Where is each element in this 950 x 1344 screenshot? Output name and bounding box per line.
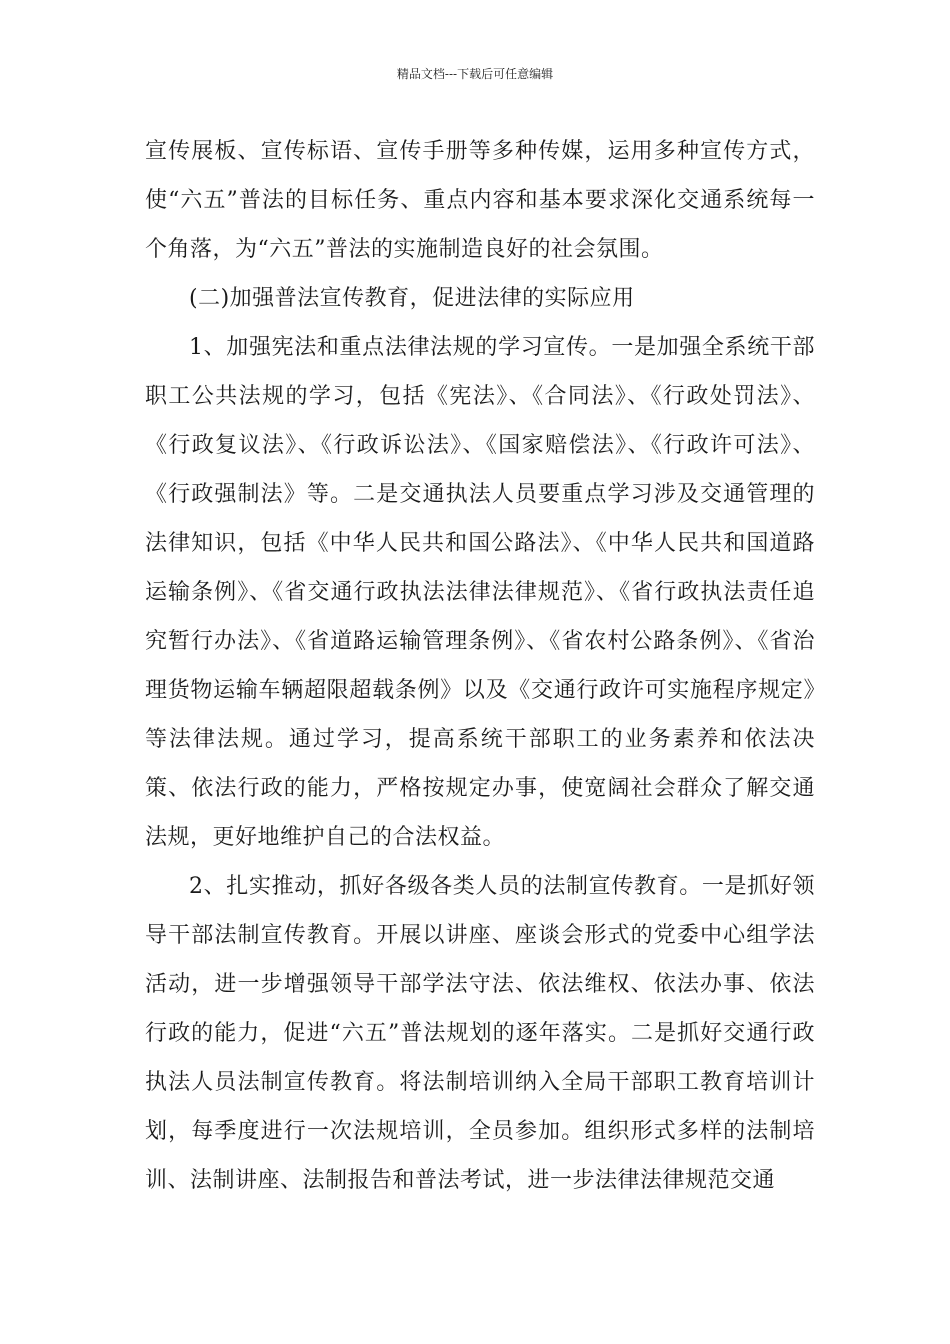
paragraph-item-2: 2、扎实推动，抓好各级各类人员的法制宣传教育。一是抓好领导干部法制宣传教育。开展以讲座、座谈会形式的党委中心组学法活动，进一步增强领导干部学法守法、依法维权、依法办事、依法行政的能力，促进“六五”普法规划的逐年落实。二是抓好交通行政执法人员法制宣传教育。将法制培训纳入全局干部职工教育培训计划，每季度进行一次法规培训，全员参加。组织形式多样的法制培训、法制讲座、法制报告和普法考试，进一步法律法律规范交通: [145, 874, 815, 1193]
section-heading: (二)加强普法宣传教育，促进法律的实际应用: [189, 286, 635, 311]
paragraph-continuation: 宣传展板、宣传标语、宣传手册等多种传媒，运用多种宣传方式，使“六五”普法的目标任务、重点内容和基本要求深化交通系统每一个角落，为“六五”普法的实施制造良好的社会氛围。: [145, 139, 815, 262]
page-header: 精品文档---下载后可任意编辑: [396, 67, 554, 81]
paragraph-item-1: 1、加强宪法和重点法律法规的学习宣传。一是加强全系统干部职工公共法规的学习，包括《宪法》、《合同法》、《行政处罚法》、《行政复议法》、《行政诉讼法》、《国家赔偿法》、《行政许可法》、《行政强制法》等。二是交通执法人员要重点学习涉及交通管理的法律知识，包括《中华人民共和国公路法》、《中华人民共和国道路运输条例》、《省交通行政执法法律法律规范》、《省行政执法责任追究暂行办法》、《省道路运输管理条例》、《省农村公路条例》、《省治理货物运输车辆超限超载条例》以及《交通行政许可实施程序规定》等法律法规。通过学习，提高系统干部职工的业务素养和依法决策、依法行政的能力，严格按规定办事，使宽阔社会群众了解交通法规，更好地维护自己的合法权益。: [145, 335, 815, 850]
document-body: [145, 127, 815, 1205]
